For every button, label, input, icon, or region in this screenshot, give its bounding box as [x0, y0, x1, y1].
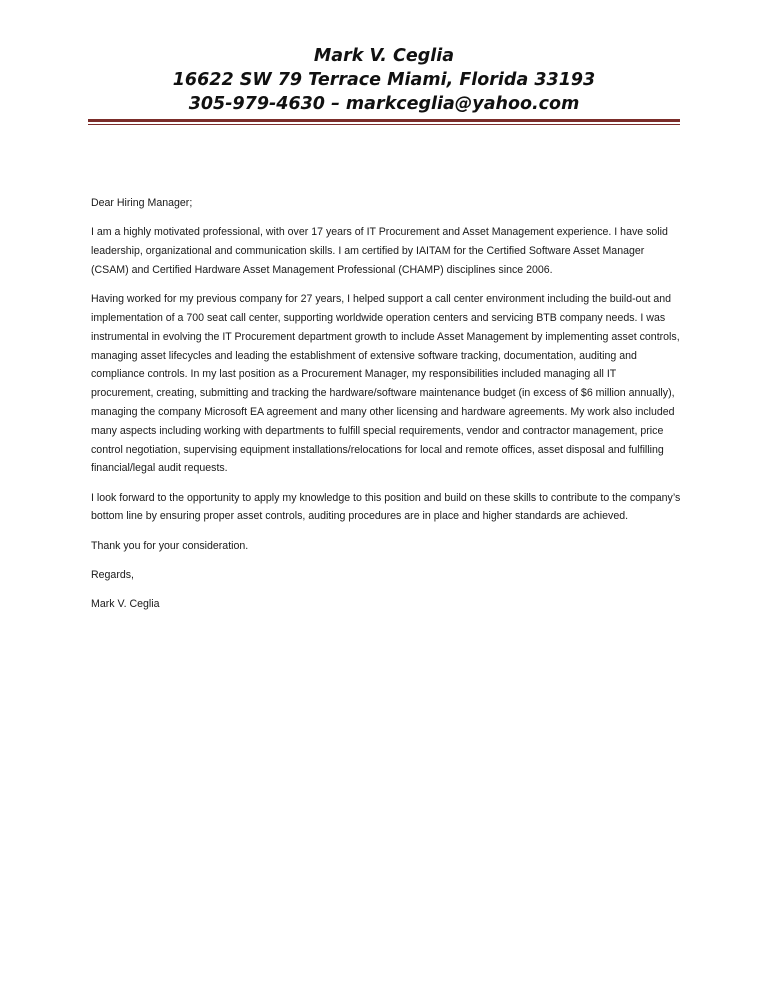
sender-address: 16622 SW 79 Terrace Miami, Florida 33193 [172, 70, 596, 90]
paragraph-history: Having worked for my previous company for 27 years, I helped support a call center environment including the build-out and implementation of a 700 seat call center, supporting worldwide operation centers and servicing BTB company needs. I was instrumental in evolving the IT Procurement department growth to include Asset Management by implementing asset controls, managing asset lifecycles and leading the establishment of extensive software tracking, documentation, auditing and compliance controls. In my last position as a Procurement Manager, my responsibilities included managing all IT procurement, creating, submitting and tracking the hardware/software maintenance budget (in excess of $6 million annually), managing the company Microsoft EA agreement and many other licensing and hardware agreements. My work also included many aspects including working with departments to fulfill special requirements, vendor and contractor management, price control negotiation, supervising equipment installations/relocations for local and remote offices, asset disposal and fulfilling financial/legal audit requests. [91, 293, 680, 475]
closing-line: Regards, [91, 569, 134, 582]
salutation: Dear Hiring Manager; [91, 197, 193, 209]
letter-body [91, 194, 681, 625]
sender-contact: 305-979-4630 – markceglia@yahoo.com [188, 94, 580, 114]
signature-name: Mark V. Ceglia [91, 598, 160, 611]
letterhead [88, 44, 680, 116]
header-divider-thin [88, 124, 680, 125]
sender-name: Mark V. Ceglia [313, 46, 455, 66]
paragraph-forward: I look forward to the opportunity to apply my knowledge to this position and build on these skills to contribute to the company’s bottom line by ensuring proper asset controls, auditing procedures are in place and higher standards are achieved. [91, 491, 681, 523]
paragraph-experience: I am a highly motivated professional, with over 17 years of IT Procurement and Asset Management experience. I have solid leadership, organizational and communication skills. I am certified by IAITAM for the Certified Software Asset Manager (CSAM) and Certified Hardware Asset Management Professional (CHAMP) disciplines since 2006. [91, 226, 668, 276]
header-divider-thick [88, 119, 680, 122]
thanks-line: Thank you for your consideration. [91, 539, 249, 552]
